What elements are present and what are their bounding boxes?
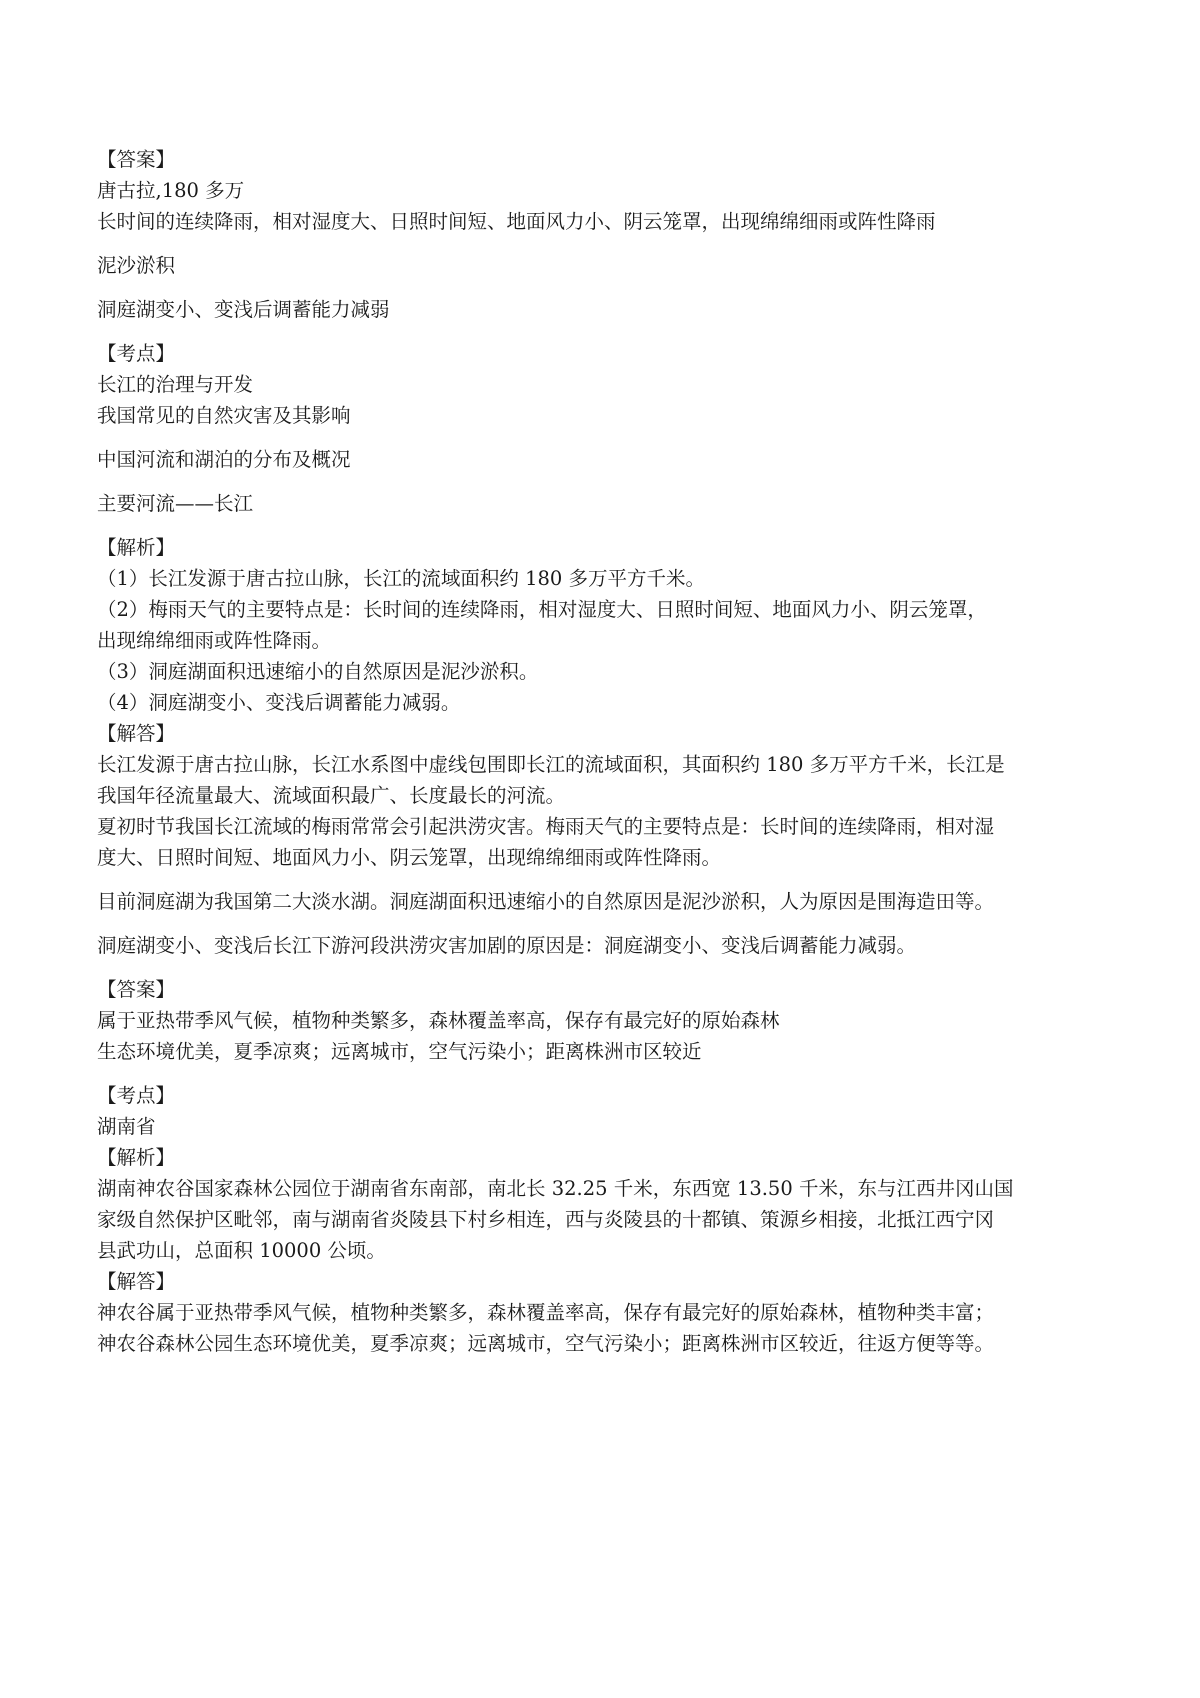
jiexi-header: 【解析】 bbox=[97, 536, 176, 559]
section-1 bbox=[97, 144, 1103, 961]
jieda-line: 洞庭湖变小、变浅后长江下游河段洪涝灾害加剧的原因是：洞庭湖变小、变浅后调蓄能力减弱。 bbox=[97, 934, 917, 957]
jiexi-line: （2）梅雨天气的主要特点是：长时间的连续降雨，相对湿度大、日照时间短、地面风力小、阴云笼罩， bbox=[97, 598, 987, 621]
jiexi-header: 【解析】 bbox=[97, 1146, 176, 1169]
jiexi-line: （1）长江发源于唐古拉山脉，长江的流域面积约 180 多万平方千米。 bbox=[97, 567, 706, 590]
answer-line: 洞庭湖变小、变浅后调蓄能力减弱 bbox=[97, 298, 390, 321]
jieda-line: 夏初时节我国长江流域的梅雨常常会引起洪涝灾害。梅雨天气的主要特点是：长时间的连续降雨，相对湿 bbox=[97, 815, 995, 838]
jieda-line: 度大、日照时间短、地面风力小、阴云笼罩，出现绵绵细雨或阵性降雨。 bbox=[97, 846, 722, 869]
answer-line: 唐古拉,180 多万 bbox=[97, 179, 245, 202]
jieda-line: 目前洞庭湖为我国第二大淡水湖。洞庭湖面积迅速缩小的自然原因是泥沙淤积，人为原因是围海造田等。 bbox=[97, 890, 995, 913]
answer-header: 【答案】 bbox=[97, 978, 176, 1001]
jieda-line: 我国年径流量最大、流域面积最广、长度最长的河流。 bbox=[97, 784, 566, 807]
kaodian-line: 长江的治理与开发 bbox=[97, 373, 254, 396]
jiexi-line: 湖南神农谷国家森林公园位于湖南省东南部，南北长 32.25 千米，东西宽 13.50 千米，东与江西井冈山国 bbox=[97, 1177, 1014, 1200]
jieda-line: 神农谷属于亚热带季风气候，植物种类繁多，森林覆盖率高，保存有最完好的原始森林，植物种类丰富； bbox=[97, 1301, 995, 1324]
jieda-line: 长江发源于唐古拉山脉，长江水系图中虚线包围即长江的流域面积，其面积约 180 多万平方千米，长江是 bbox=[97, 753, 1005, 776]
kaodian-line: 我国常见的自然灾害及其影响 bbox=[97, 404, 351, 427]
document-page bbox=[97, 144, 1103, 1359]
answer-line: 泥沙淤积 bbox=[97, 254, 176, 277]
jiexi-line: 出现绵绵细雨或阵性降雨。 bbox=[97, 629, 332, 652]
kaodian-header: 【考点】 bbox=[97, 342, 176, 365]
jiexi-line: （4）洞庭湖变小、变浅后调蓄能力减弱。 bbox=[97, 691, 461, 714]
jieda-header: 【解答】 bbox=[97, 722, 176, 745]
kaodian-line: 主要河流——长江 bbox=[97, 492, 254, 515]
jiexi-line: 县武功山，总面积 10000 公顷。 bbox=[97, 1239, 386, 1262]
jieda-header: 【解答】 bbox=[97, 1270, 176, 1293]
answer-line: 长时间的连续降雨，相对湿度大、日照时间短、地面风力小、阴云笼罩，出现绵绵细雨或阵性降雨 bbox=[97, 210, 936, 233]
jiexi-line: （3）洞庭湖面积迅速缩小的自然原因是泥沙淤积。 bbox=[97, 660, 539, 683]
kaodian-line: 中国河流和湖泊的分布及概况 bbox=[97, 448, 351, 471]
section-2 bbox=[97, 974, 1103, 1359]
jieda-line: 神农谷森林公园生态环境优美，夏季凉爽；远离城市，空气污染小；距离株洲市区较近，往返方便等等。 bbox=[97, 1332, 995, 1355]
answer-line: 生态环境优美，夏季凉爽；远离城市，空气污染小；距离株洲市区较近 bbox=[97, 1040, 702, 1063]
kaodian-header: 【考点】 bbox=[97, 1084, 176, 1107]
jiexi-line: 家级自然保护区毗邻，南与湖南省炎陵县下村乡相连，西与炎陵县的十都镇、策源乡相接，北抵江西宁冈 bbox=[97, 1208, 995, 1231]
answer-header: 【答案】 bbox=[97, 148, 176, 171]
kaodian-line: 湖南省 bbox=[97, 1115, 156, 1138]
answer-line: 属于亚热带季风气候，植物种类繁多，森林覆盖率高，保存有最完好的原始森林 bbox=[97, 1009, 780, 1032]
